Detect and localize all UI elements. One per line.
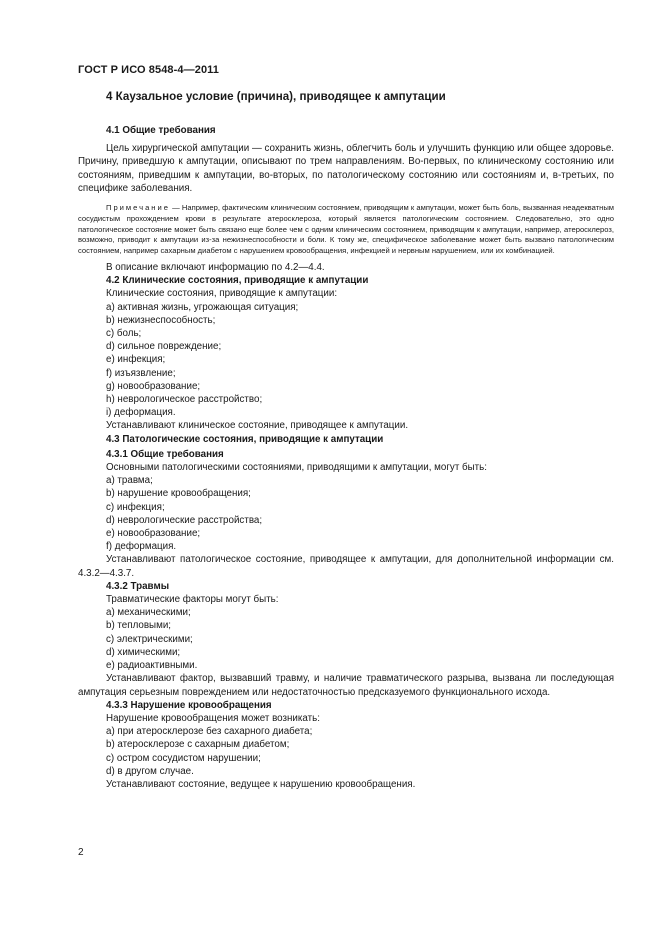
section-4-2-closing: Устанавливают клиническое состояние, приводящее к ампутации. xyxy=(106,420,409,432)
list-item: h) неврологическое расстройство; xyxy=(106,394,263,406)
list-item: c) остром сосудистом нарушении; xyxy=(106,752,261,764)
section-4-3-2-title: 4.3.2 Травмы xyxy=(106,580,170,592)
note-label: Примечание xyxy=(106,203,170,213)
after-note-paragraph: В описание включают информацию по 4.2—4.4. xyxy=(106,262,325,273)
list-item: d) неврологические расстройства; xyxy=(106,514,263,526)
list-item: e) инфекция; xyxy=(106,354,166,366)
list-item: b) нарушение кровообращения; xyxy=(106,488,251,500)
section-4-2-intro: Клинические состояния, приводящие к ампутации: xyxy=(106,288,338,300)
list-item: a) травма; xyxy=(106,475,153,487)
list-item: a) при атеросклерозе без сахарного диабета; xyxy=(106,726,313,738)
section-4-2-list xyxy=(78,301,614,420)
section-4-3-2-closing: Устанавливают фактор, вызвавший травму, и наличие травматического разрыва, вызвана ли последующая ампутация серьезным повреждением или недостаточностью предсказуемого функционального исхода. xyxy=(78,673,614,698)
list-item: a) механическими; xyxy=(106,607,191,619)
list-item: d) химическими; xyxy=(106,646,181,658)
list-item: e) новообразование; xyxy=(106,528,201,540)
section-4-3-2-intro: Травматические факторы могут быть: xyxy=(106,594,279,606)
page-number: 2 xyxy=(78,847,84,858)
list-item: e) радиоактивными. xyxy=(106,660,198,672)
section-4-3-2-list xyxy=(78,606,614,672)
section-4-3-3-closing: Устанавливают состояние, ведущее к нарушению кровообращения. xyxy=(106,778,416,790)
list-item: f) изъязвление; xyxy=(106,367,176,379)
list-item: d) сильное повреждение; xyxy=(106,341,222,353)
list-item: c) электрическими; xyxy=(106,633,193,645)
list-item: g) новообразование; xyxy=(106,380,201,392)
document-header: ГОСТ Р ИСО 8548-4—2011 xyxy=(78,64,219,76)
section-4-3-3-intro: Нарушение кровообращения может возникать: xyxy=(106,712,320,724)
section-4-1-paragraph: Цель хирургической ампутации — сохранить жизнь, облегчить боль и улучшить функцию или общее здоровье. Причину, приведшую к ампутации, описывают по трем направлениям. Во-первых, по клиническому состоянию или состояниям, приведшим к ампутации, во-вторых, по патологическому состоянию или состояниям и, в-третьих, по специфике заболевания. xyxy=(78,143,614,194)
section-4-3-title: 4.3 Патологические состояния, приводящие к ампутации xyxy=(106,433,384,445)
list-item: f) деформация. xyxy=(106,541,177,553)
list-item: i) деформация. xyxy=(106,407,176,419)
section-4-3-1-title: 4.3.1 Общие требования xyxy=(106,448,224,460)
page-content xyxy=(78,90,614,791)
list-item: b) нежизнеспособность; xyxy=(106,314,216,326)
section-4-3-1-intro: Основными патологическими состояниями, приводящими к ампутации, могут быть: xyxy=(106,462,487,474)
list-item: c) инфекция; xyxy=(106,501,165,513)
note xyxy=(78,203,614,257)
note-text: — Например, фактическим клиническим состоянием, приводящим к ампутации, может быть боль, вызванная неадекватным сосудистым прохождением крови в результате атеросклероза, который является патологическим состоянием. Следовательно, это одно патологическое состояние может быть связано еще более чем с одним клиническим состоянием, приводящим к ампутации, например, атеросклероз, возможно, приводит к ампутации из-за нежизнеспособности и боли. К тому же, специфическое заболевание может быть вызвано патологическим состоянием, например сахарным диабетом с нарушением кровообращения, инфекцией и нервным нарушением, или их комбинацией. xyxy=(78,203,614,256)
section-4-1-title: 4.1 Общие требования xyxy=(106,125,216,136)
list-item: c) боль; xyxy=(106,328,142,340)
section-4-2-title: 4.2 Клинические состояния, приводящие к ампутации xyxy=(106,275,369,287)
section-4-3-3-list xyxy=(78,725,614,778)
list-item: b) атеросклерозе с сахарным диабетом; xyxy=(106,739,290,751)
list-item: a) активная жизнь, угрожающая ситуация; xyxy=(106,301,299,313)
section-4-3-3-title: 4.3.3 Нарушение кровообращения xyxy=(106,699,272,711)
list-item: b) тепловыми; xyxy=(106,620,172,632)
section-4-title: 4 Каузальное условие (причина), приводящее к ампутации xyxy=(106,90,446,103)
section-4-3-1-closing: Устанавливают патологическое состояние, приводящее к ампутации, для дополнительной информации см. 4.3.2—4.3.7. xyxy=(78,554,614,579)
list-item: d) в другом случае. xyxy=(106,765,194,777)
section-4-3-1-list xyxy=(78,474,614,553)
